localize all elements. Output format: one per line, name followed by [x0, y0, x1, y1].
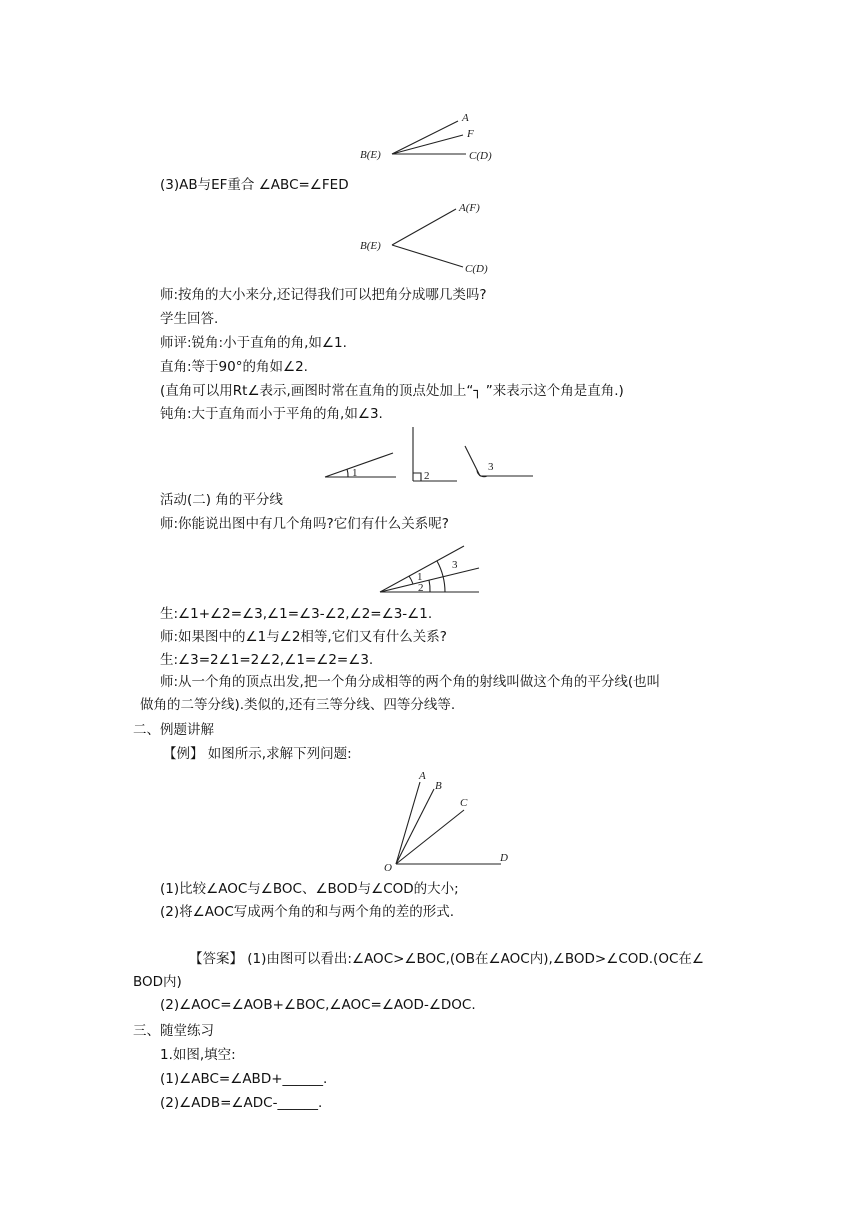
label-a: A: [462, 112, 469, 124]
arc-1: [409, 576, 413, 584]
label-d: D: [500, 852, 508, 864]
acute-arc: [347, 469, 348, 477]
label-3: 3: [488, 461, 494, 473]
activity-2-heading: 活动(二) 角的平分线: [160, 492, 283, 508]
acute-angle-def: 师评:锐角:小于直角的角,如∠1.: [160, 335, 347, 351]
case-3-text: (3)AB与EF重合 ∠ABC=∠FED: [160, 177, 349, 193]
obtuse-angle-def: 钝角:大于直角而小于平角的角,如∠3.: [160, 406, 383, 422]
student-answer-2: 生:∠1+∠2=∠3,∠1=∠3-∠2,∠2=∠3-∠1.: [160, 606, 433, 622]
exercise-1-part2: (2)∠ADB=∠ADC-______.: [160, 1095, 323, 1111]
exercise-1-part1: (1)∠ABC=∠ABD+______.: [160, 1071, 328, 1087]
ray-b-af: [392, 209, 456, 245]
answer-line2: BOD内): [133, 974, 182, 990]
label-2: 2: [418, 582, 424, 594]
figure-angles-coincide: [355, 198, 515, 280]
right-angle-def: 直角:等于90°的角如∠2.: [160, 359, 308, 375]
answer-line1: 【答案】 (1)由图可以看出:∠AOC>∠BOC,(OB在∠AOC内),∠BOD>∠COD.(OC在∠: [189, 951, 704, 967]
label-2: 2: [424, 470, 430, 482]
ray-oc: [396, 810, 464, 864]
right-angle-note: (直角可以用Rt∠表示,画图时常在直角的顶点处加上“┐ ”来表示这个角是直角.): [160, 383, 624, 399]
label-1: 1: [352, 467, 358, 479]
label-be: B(E): [360, 240, 381, 252]
bisector-definition-line2: 做角的二等分线).类似的,还有三等分线、四等分线等.: [140, 697, 456, 713]
label-f: F: [467, 128, 474, 140]
example-heading: 【例】 如图所示,求解下列问题:: [163, 746, 352, 762]
figure-angle-sum: [375, 538, 485, 598]
label-c: C: [460, 797, 468, 809]
bisector-definition-line1: 师:从一个角的顶点出发,把一个角分成相等的两个角的射线叫做这个角的平分线(也叫: [160, 674, 661, 690]
figure-rays-from-o: [380, 768, 515, 874]
answer-line3: (2)∠AOC=∠AOB+∠BOC,∠AOC=∠AOD-∠DOC.: [160, 997, 476, 1013]
label-af: A(F): [459, 202, 480, 214]
student-answer-3: 生:∠3=2∠1=2∠2,∠1=∠2=∠3.: [160, 652, 374, 668]
label-o: O: [384, 862, 392, 874]
figure-angle-types: [320, 424, 540, 486]
figure-angles-abc-fed-overlap: [355, 108, 515, 168]
ray-ef: [392, 135, 463, 154]
label-be: B(E): [360, 149, 381, 161]
question-1: (1)比较∠AOC与∠BOC、∠BOD与∠COD的大小;: [160, 881, 459, 897]
question-2: (2)将∠AOC写成两个角的和与两个角的差的形式.: [160, 904, 455, 920]
ray-ba: [392, 121, 458, 154]
teacher-question-1: 师:按角的大小来分,还记得我们可以把角分成哪几类吗?: [160, 287, 487, 303]
right-angle-mark: [413, 473, 421, 481]
teacher-question-2: 师:你能说出图中有几个角吗?它们有什么关系呢?: [160, 516, 449, 532]
label-cd: C(D): [465, 263, 488, 275]
teacher-question-3: 师:如果图中的∠1与∠2相等,它们又有什么关系?: [160, 629, 447, 645]
label-3: 3: [452, 559, 458, 571]
label-b: B: [435, 780, 442, 792]
exercise-1-heading: 1.如图,填空:: [160, 1047, 236, 1063]
label-a: A: [419, 770, 426, 782]
section-3-heading: 三、随堂练习: [133, 1023, 214, 1039]
student-answer: 学生回答.: [160, 311, 219, 327]
label-cd: C(D): [469, 150, 492, 162]
acute-ray: [325, 453, 393, 477]
section-2-heading: 二、例题讲解: [133, 722, 214, 738]
arc-2: [429, 580, 430, 592]
ray-b-cd: [392, 245, 463, 267]
label-1: 1: [417, 571, 423, 583]
